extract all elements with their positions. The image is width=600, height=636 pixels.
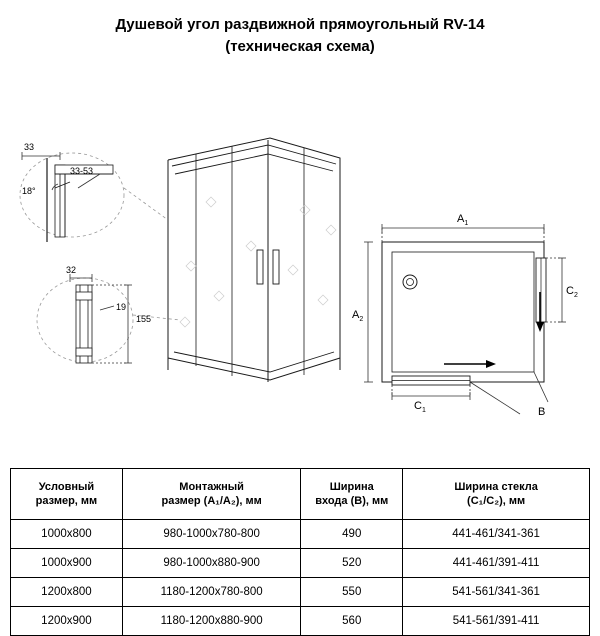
technical-diagram	[0, 70, 600, 450]
cell-glass-width: 441-461/341-361	[403, 520, 590, 549]
header-line1: Условный	[38, 481, 95, 493]
header-line2: размер, мм	[35, 495, 98, 507]
handle-detail-drawing	[37, 274, 180, 363]
page-title-line1: Душевой угол раздвижной прямоугольный RV-14	[115, 16, 485, 33]
cell-mounting-size: 1180-1200x880-900	[122, 607, 300, 636]
cell-mounting-size: 980-1000x780-800	[122, 520, 300, 549]
page-title-line2: (техническая схема)	[225, 38, 375, 55]
page-title	[0, 0, 600, 58]
label-handle-height: 155	[136, 314, 152, 324]
label-profile-range: 33-53	[70, 166, 94, 176]
perspective-view-drawing	[168, 138, 340, 382]
cell-mounting-size: 1180-1200x780-800	[122, 578, 300, 607]
table-header-mounting-size	[122, 469, 300, 520]
table-header-entry-width	[301, 469, 403, 520]
cell-entry-width: 490	[301, 520, 403, 549]
table-header-glass-width	[403, 469, 590, 520]
cell-entry-width: 550	[301, 578, 403, 607]
cell-mounting-size: 980-1000x880-900	[122, 549, 300, 578]
label-profile-angle: 18°	[22, 186, 36, 196]
header-line2: входа (B), мм	[315, 495, 389, 507]
cell-entry-width: 520	[301, 549, 403, 578]
header-line1: Ширина стекла	[454, 481, 538, 493]
label-handle-small: 19	[116, 302, 127, 312]
cell-entry-width: 560	[301, 607, 403, 636]
label-c1: $C_1$	[414, 400, 426, 414]
label-c2: $C_2$	[566, 285, 578, 299]
profile-detail-drawing	[20, 152, 168, 242]
cell-nominal-size: 1000x800	[11, 520, 123, 549]
cell-nominal-size: 1200x800	[11, 578, 123, 607]
label-a2: $A_2$	[352, 309, 364, 323]
cell-glass-width: 541-561/391-411	[403, 607, 590, 636]
plan-view-drawing	[364, 224, 566, 414]
header-line2: (C₁/C₂), мм	[467, 495, 526, 507]
header-line1: Монтажный	[179, 481, 244, 493]
table-header-nominal-size	[11, 469, 123, 520]
table-row	[11, 607, 590, 636]
cell-nominal-size: 1200x900	[11, 607, 123, 636]
cell-glass-width: 541-561/341-361	[403, 578, 590, 607]
header-line2: размер (A₁/A₂), мм	[161, 495, 262, 507]
cell-glass-width: 441-461/391-411	[403, 549, 590, 578]
specifications-table	[10, 468, 590, 636]
table-row	[11, 578, 590, 607]
label-profile-dim-top: 33	[24, 142, 35, 152]
table-row	[11, 520, 590, 549]
table-row	[11, 549, 590, 578]
label-a1: $A_1$	[457, 213, 469, 227]
header-line1: Ширина	[329, 481, 374, 493]
table-header-row	[11, 469, 590, 520]
label-b: B	[538, 406, 546, 418]
label-handle-width: 32	[66, 265, 77, 275]
cell-nominal-size: 1000x900	[11, 549, 123, 578]
